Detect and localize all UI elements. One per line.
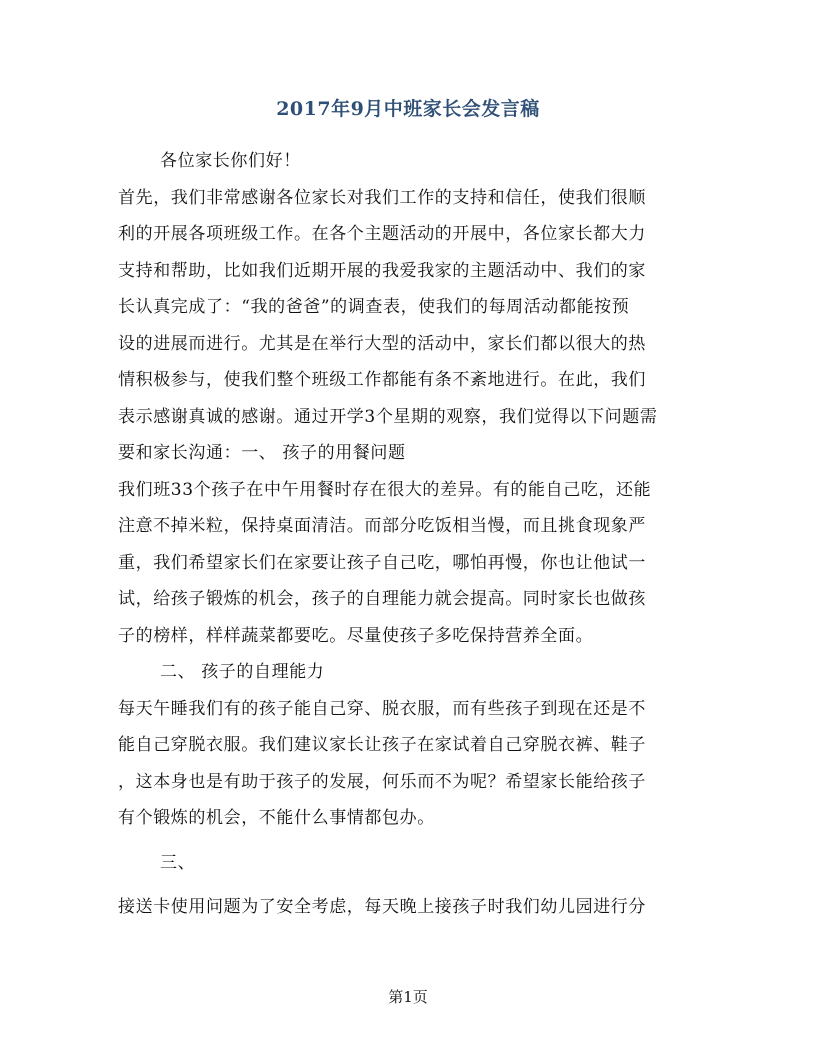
paragraph-line: 注意不掉米粒，保持桌面清洁。而部分吃饭相当慢，而且挑食现象严 <box>118 516 646 536</box>
document-title: 2017年9月中班家长会发言稿 <box>276 98 540 120</box>
paragraph-line: 接送卡使用问题为了安全考虑，每天晚上接孩子时我们幼儿园进行分 <box>118 897 646 917</box>
paragraph-line: 我们班33个孩子在中午用餐时存在很大的差异。有的能自己吃，还能 <box>118 479 652 500</box>
greeting-line: 各位家长你们好！ <box>160 151 301 171</box>
paragraph-line: 长认真完成了：“我的爸爸”的调查表，使我们的每周活动都能按预 <box>118 297 630 317</box>
page-number: 第1页 <box>388 988 428 1006</box>
section-heading: 三、 <box>160 852 196 873</box>
paragraph-line: 支持和帮助，比如我们近期开展的我爱我家的主题活动中、我们的家 <box>118 260 646 281</box>
paragraph-line: 重，我们希望家长们在家要让孩子自己吃，哪怕再慢，你也让他试一 <box>118 552 646 573</box>
paragraph-line: 设的进展而进行。尤其是在举行大型的活动中，家长们都以很大的热 <box>118 333 646 354</box>
paragraph-gap <box>118 837 698 845</box>
section-heading: 二、 孩子的自理能力 <box>160 662 325 682</box>
paragraph-line: 每天午睡我们有的孩子能自己穿、脱衣服，而有些孩子到现在还是不 <box>118 698 646 719</box>
paragraph-line: 首先，我们非常感谢各位家长对我们工作的支持和信任，使我们很顺 <box>118 187 646 208</box>
paragraph-line: 利的开展各项班级工作。在各个主题活动的开展中，各位家长都大力 <box>118 224 646 244</box>
paragraph-line: 有个锻炼的机会，不能什么事情都包办。 <box>118 808 435 828</box>
paragraph-line: 能自己穿脱衣服。我们建议家长让孩子在家试着自己穿脱衣裤、鞋子 <box>118 735 646 755</box>
paragraph-line: 子的榜样，样样蔬菜都要吃。尽量使孩子多吃保持营养全面。 <box>118 625 594 646</box>
paragraph-line: ，这本身也是有助于孩子的发展，何乐而不为呢？希望家长能给孩子 <box>118 771 646 792</box>
paragraph-line: 表示感谢真诚的感谢。通过开学3个星期的观察，我们觉得以下问题需 <box>118 406 658 427</box>
document-body <box>118 143 698 926</box>
paragraph-line: 试，给孩子锻炼的机会，孩子的自理能力就会提高。同时家长也做孩 <box>118 589 646 609</box>
paragraph-line: 要和家长沟通：一、 孩子的用餐问题 <box>118 443 406 463</box>
paragraph-gap <box>118 881 698 889</box>
paragraph-line: 情积极参与，使我们整个班级工作都能有条不紊地进行。在此，我们 <box>118 370 646 390</box>
